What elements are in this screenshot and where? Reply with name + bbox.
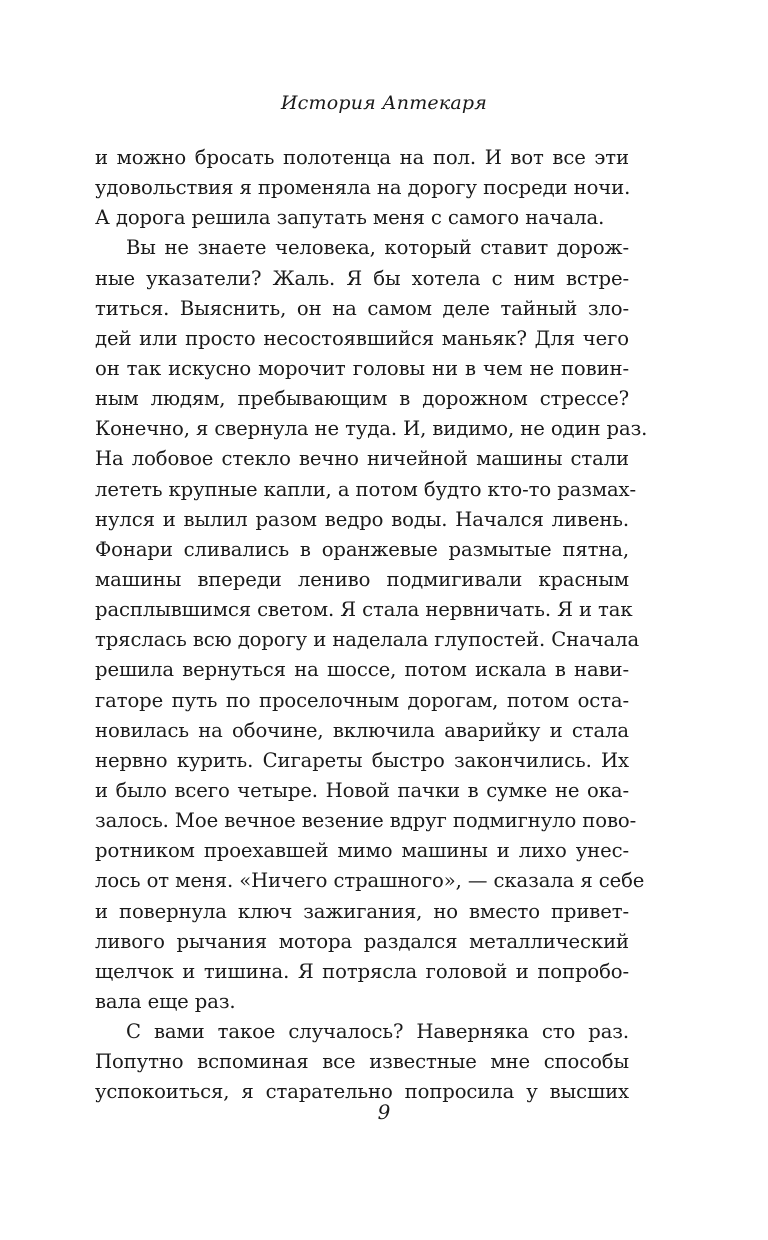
body-text: [95, 143, 648, 1108]
text-line: тряслась всю дорогу и наделала глупостей. Сначала: [95, 628, 640, 652]
text-line: Вы не знаете человека, который ставит дорож-: [126, 236, 629, 260]
text-line: ным людям, пребывающим в дорожном стрессе?: [95, 387, 629, 411]
text-line: ротником проехавшей мимо машины и лихо унес-: [95, 839, 629, 863]
text-line: На лобовое стекло вечно ничейной машины стали: [95, 447, 629, 471]
text-line: Фонари сливались в оранжевые размытые пятна,: [95, 537, 629, 561]
text-line: ливого рычания мотора раздался металлический: [95, 929, 629, 953]
page-number: 9: [377, 1100, 391, 1124]
text-line: и повернула ключ зажигания, но вместо привет-: [95, 899, 629, 923]
text-line: титься. Выяснить, он на самом деле тайный зло-: [95, 296, 629, 320]
text-line: и можно бросать полотенца на пол. И вот все эти: [95, 146, 629, 169]
text-line: дей или просто несостоявшийся маньяк? Для чего: [95, 326, 629, 350]
text-line: новилась на обочине, включила аварийку и стала: [95, 718, 629, 742]
text-line: вала еще раз.: [95, 989, 236, 1013]
text-line: расплывшимся светом. Я стала нервничать. Я и так: [95, 598, 633, 622]
text-line: нервно курить. Сигареты быстро закончились. Их: [95, 748, 629, 772]
text-line: он так искусно морочит головы ни в чем не повин-: [95, 356, 629, 380]
text-line: успокоиться, я старательно попросила у высших: [95, 1080, 629, 1104]
text-line: щелчок и тишина. Я потрясла головой и попробо-: [95, 959, 629, 983]
text-line: гаторе путь по проселочным дорогам, потом оста-: [95, 688, 629, 712]
running-header: История Аптекаря: [280, 92, 488, 114]
text-line: удовольствия я променяла на дорогу посреди ночи.: [95, 176, 631, 200]
text-line: Конечно, я свернула не туда. И, видимо, не один раз.: [95, 417, 648, 441]
text-line: машины впереди лениво подмигивали красным: [95, 567, 629, 591]
text-line: Попутно вспоминая все известные мне способы: [95, 1050, 629, 1074]
text-line: ные указатели? Жаль. Я бы хотела с ним встре-: [95, 266, 629, 290]
text-line: лететь крупные капли, а потом будто кто-то размах-: [95, 477, 637, 501]
text-line: залось. Мое вечное везение вдруг подмигнуло пово-: [95, 809, 637, 833]
text-line: лось от меня. «Ничего страшного», — сказала я себе: [95, 869, 645, 893]
text-line: А дорога решила запутать меня с самого начала.: [95, 206, 605, 230]
text-line: нулся и вылил разом ведро воды. Начался ливень.: [95, 507, 629, 531]
text-line: и было всего четыре. Новой пачки в сумке не ока-: [95, 778, 629, 802]
text-line: решила вернуться на шоссе, потом искала в нави-: [95, 658, 629, 682]
text-line: С вами такое случалось? Наверняка сто раз.: [126, 1020, 629, 1044]
